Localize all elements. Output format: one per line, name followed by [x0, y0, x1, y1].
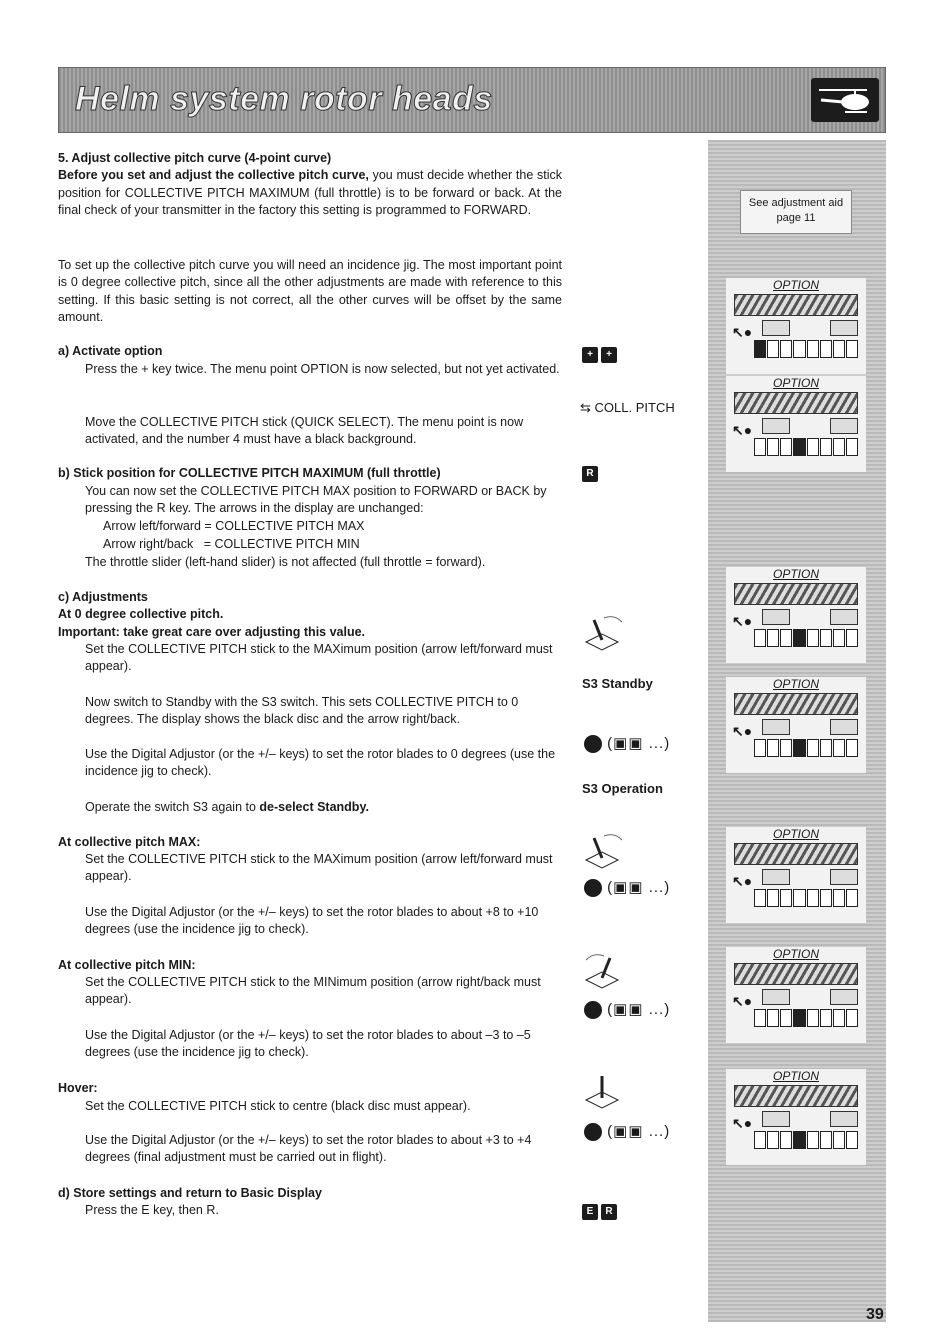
- section-intro: [58, 150, 562, 220]
- lcd-display: [726, 278, 866, 374]
- step-c-text-2: Now switch to Standby with the S3 switch. This sets COLLECTIVE PITCH to 0 degrees. The display shows the black disc and the arrow right/back.: [85, 695, 519, 727]
- lcd-label: OPTION: [772, 947, 819, 961]
- lcd-digits: [754, 438, 858, 456]
- arrow-icon: ↖●: [732, 1115, 753, 1131]
- lcd-square: [762, 989, 790, 1005]
- lcd-square: [762, 719, 790, 735]
- stick-icon: ⇆: [580, 400, 591, 415]
- hover-text-1: Set the COLLECTIVE PITCH stick to centre (black disc must appear).: [85, 1099, 471, 1113]
- lcd-display: [726, 376, 866, 472]
- lcd-bar: [734, 392, 858, 414]
- lcd-bar: [734, 294, 858, 316]
- lcd-square: [830, 320, 858, 336]
- adjustor-dots: ...): [648, 735, 671, 752]
- max-text-1: Set the COLLECTIVE PITCH stick to the MAXimum position (arrow left/forward must appear).: [85, 852, 553, 884]
- lcd-display: [726, 1069, 866, 1165]
- step-a-text-2: Move the COLLECTIVE PITCH stick (QUICK SELECT). The menu point is now activated, and the number 4 must have a black background.: [85, 415, 524, 447]
- e-r-keys: [582, 1202, 620, 1220]
- lcd-square: [762, 1111, 790, 1127]
- intro-bold: Before you set and adjust the collective pitch curve,: [58, 168, 369, 183]
- arrow-icon: ↖●: [732, 422, 753, 438]
- adjustor-icon: [584, 879, 602, 897]
- stick-icon: [582, 950, 622, 990]
- adjustor-icon: [584, 1001, 602, 1019]
- s3-standby-label: S3 Standby: [582, 676, 653, 691]
- digital-adjustor: (▣▣ ...): [584, 878, 670, 897]
- lcd-square: [830, 609, 858, 625]
- lcd-label: OPTION: [772, 278, 819, 292]
- lcd-label: OPTION: [772, 827, 819, 841]
- r-key-icon: R: [601, 1204, 617, 1220]
- arrow-icon: ↖●: [732, 993, 753, 1009]
- adjustor-dots: ...): [648, 1001, 671, 1018]
- step-d-text: Press the E key, then R.: [85, 1203, 219, 1217]
- hover-heading: Hover:: [58, 1081, 98, 1095]
- lcd-square: [830, 1111, 858, 1127]
- step-b-text-1: You can now set the COLLECTIVE PITCH MAX position to FORWARD or BACK by pressing the R key. The arrows in the display are unchanged:: [85, 484, 547, 516]
- step-b-list-1: Arrow left/forward = COLLECTIVE PITCH MAX: [103, 519, 365, 533]
- max-heading: At collective pitch MAX:: [58, 835, 201, 849]
- lcd-square: [762, 609, 790, 625]
- header-banner: [58, 67, 886, 133]
- lcd-digits: [754, 629, 858, 647]
- intro-text: you must decide whether the stick position for COLLECTIVE PITCH MAXIMUM (full throttle) is to be forward or back. At the final check of your transmitter in the factory this setting is programmed to FORWARD.: [58, 168, 562, 218]
- digital-adjustor: (▣▣ ...): [584, 734, 670, 753]
- lcd-label: OPTION: [772, 376, 819, 390]
- step-c-text-1: Set the COLLECTIVE PITCH stick to the MAXimum position (arrow left/forward must appear).: [85, 642, 553, 674]
- step-c-text-4-bold: de-select Standby.: [259, 800, 369, 814]
- adjustor-dots: ...): [648, 1123, 671, 1140]
- lcd-square: [830, 719, 858, 735]
- e-key-icon: E: [582, 1204, 598, 1220]
- page-number: 39: [866, 1306, 884, 1323]
- step-b-text-2: The throttle slider (left-hand slider) is not affected (full throttle = forward).: [85, 555, 486, 569]
- section-heading: 5. Adjust collective pitch curve (4-point curve): [58, 151, 332, 165]
- arrow-icon: ↖●: [732, 723, 753, 739]
- lcd-label: OPTION: [772, 677, 819, 691]
- step-c-text-4: Operate the switch S3 again to: [85, 800, 256, 814]
- plus-key-icon: +: [582, 347, 598, 363]
- lcd-display: [726, 677, 866, 773]
- lcd-square: [762, 418, 790, 434]
- lcd-digits: [754, 340, 858, 358]
- digital-adjustor: (▣▣ ...): [584, 1000, 670, 1019]
- adjustor-icon: [584, 735, 602, 753]
- step-a-text-1: Press the + key twice. The menu point OPTION is now selected, but not yet activated.: [85, 362, 560, 376]
- lcd-bar: [734, 1085, 858, 1107]
- lcd-square: [830, 869, 858, 885]
- lcd-square: [830, 989, 858, 1005]
- stick-icon: [582, 612, 622, 652]
- aid-line-1: See adjustment aid: [748, 197, 844, 209]
- arrow-icon: ↖●: [732, 873, 753, 889]
- lcd-square: [762, 869, 790, 885]
- stick-icon: [582, 1070, 622, 1110]
- step-b-list-2: Arrow right/back = COLLECTIVE PITCH MIN: [103, 537, 360, 551]
- step-c-text-3: Use the Digital Adjustor (or the +/– keys) to set the rotor blades to 0 degrees (use the incidence jig to check).: [85, 747, 556, 779]
- step-c-heading: c) Adjustments: [58, 590, 148, 604]
- step-b-heading: b) Stick position for COLLECTIVE PITCH MAXIMUM (full throttle): [58, 466, 441, 480]
- lcd-digits: [754, 739, 858, 757]
- adjustor-icon: [584, 1123, 602, 1141]
- lcd-square: [762, 320, 790, 336]
- important-note: Important: take great care over adjusting this value.: [58, 625, 366, 639]
- adjustor-dots: ...): [648, 879, 671, 896]
- lcd-bar: [734, 583, 858, 605]
- lcd-digits: [754, 1009, 858, 1027]
- arrow-icon: ↖●: [732, 324, 753, 340]
- min-text-2: Use the Digital Adjustor (or the +/– keys) to set the rotor blades to about –3 to –5 degrees (use the incidence jig to check).: [85, 1028, 531, 1060]
- arrow-icon: ↖●: [732, 613, 753, 629]
- plus-key-icon: +: [601, 347, 617, 363]
- lcd-label: OPTION: [772, 1069, 819, 1083]
- lcd-bar: [734, 843, 858, 865]
- step-d-heading: d) Store settings and return to Basic Display: [58, 1186, 322, 1200]
- step-c-sub-heading: At 0 degree collective pitch.: [58, 607, 224, 621]
- plus-keys: [582, 345, 620, 363]
- coll-pitch-text: COLL. PITCH: [594, 400, 675, 415]
- hover-text-2: Use the Digital Adjustor (or the +/– keys) to set the rotor blades to about +3 to +4 degrees (final adjustment must be carried out in flight).: [85, 1133, 532, 1165]
- step-a-heading: a) Activate option: [58, 344, 163, 358]
- max-text-2: Use the Digital Adjustor (or the +/– keys) to set the rotor blades to about +8 to +10 degrees (use the incidence jig to check).: [85, 905, 539, 937]
- lcd-label: OPTION: [772, 567, 819, 581]
- r-key: [582, 464, 601, 482]
- page-title: Helm system rotor heads: [75, 80, 493, 118]
- digital-adjustor: (▣▣ ...): [584, 1122, 670, 1141]
- intro-paragraph-2: To set up the collective pitch curve you will need an incidence jig. The most important point is 0 degree collective pitch, since all the other adjustments are made with reference to this setting. If this basic setting is not correct, all the other curves will be offset by the same amount.: [58, 258, 562, 325]
- coll-pitch-label: [580, 400, 675, 416]
- aid-line-2: page 11: [776, 212, 816, 224]
- adjustment-aid-box: [740, 190, 852, 234]
- helicopter-icon: [811, 78, 879, 122]
- min-heading: At collective pitch MIN:: [58, 958, 196, 972]
- lcd-square: [830, 418, 858, 434]
- r-key-icon: R: [582, 466, 598, 482]
- lcd-digits: [754, 889, 858, 907]
- lcd-bar: [734, 693, 858, 715]
- stick-icon: [582, 830, 622, 870]
- lcd-digits: [754, 1131, 858, 1149]
- lcd-display: [726, 947, 866, 1043]
- lcd-display: [726, 567, 866, 663]
- s3-operation-label: S3 Operation: [582, 781, 663, 796]
- min-text-1: Set the COLLECTIVE PITCH stick to the MINimum position (arrow right/back must appear).: [85, 975, 541, 1007]
- lcd-bar: [734, 963, 858, 985]
- lcd-display: [726, 827, 866, 923]
